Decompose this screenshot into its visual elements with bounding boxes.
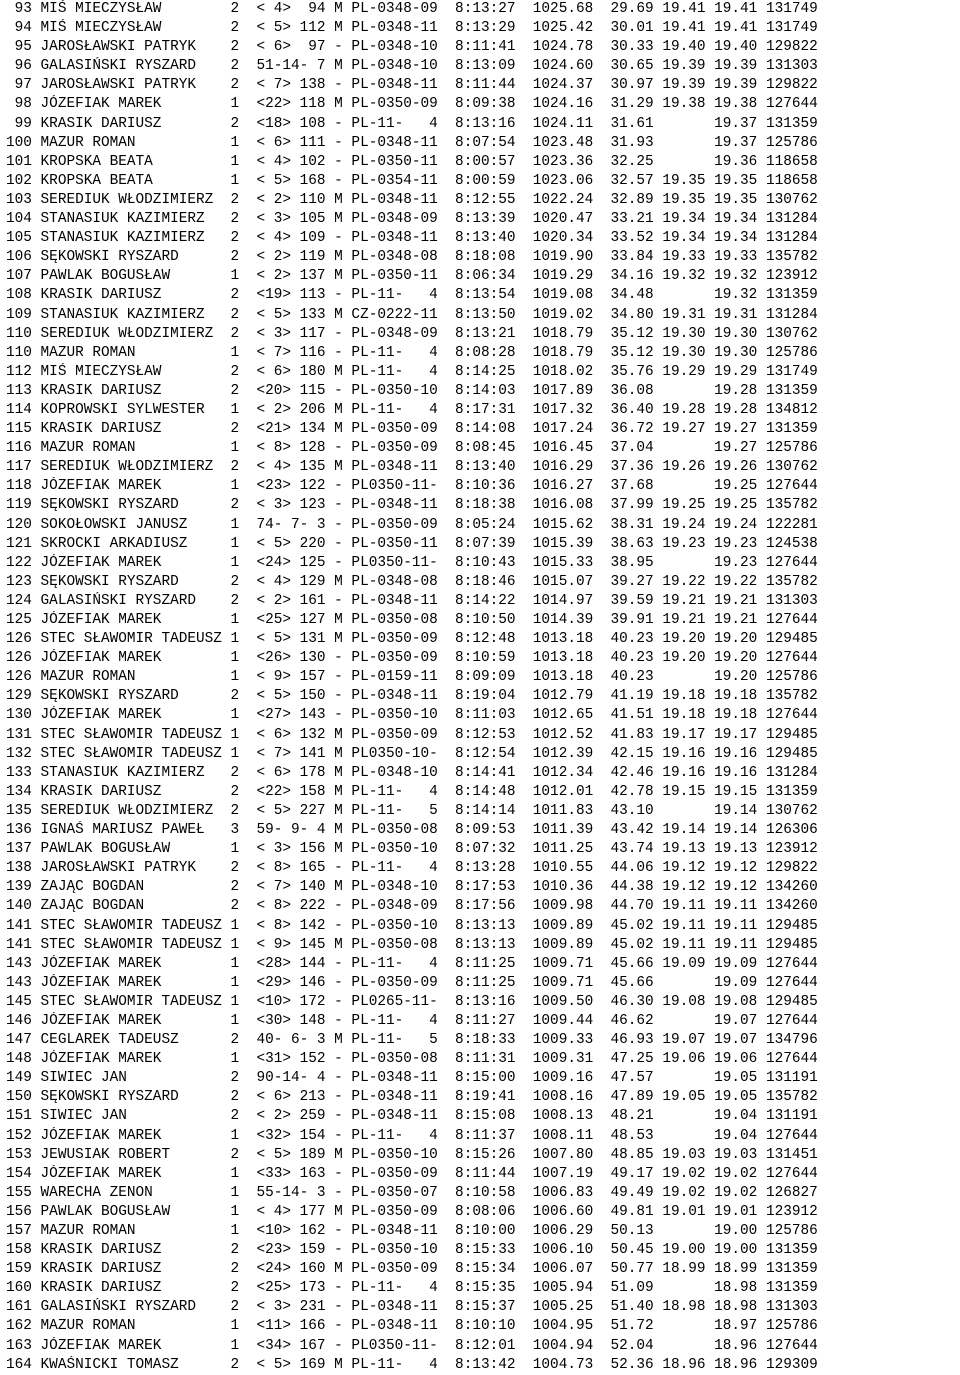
result-row: 120 SOKOŁOWSKI JANUSZ 1 74- 7- 3 - PL-0350-09 8:05:24 1015.62 38.31 19.24 19.24 122281 [6,516,818,533]
result-row: 147 CEGLAREK TADEUSZ 2 40- 6- 3 M PL-11- 5 8:18:33 1009.33 46.93 19.07 19.07 134796 [6,1032,818,1049]
result-row: 138 JAROSŁAWSKI PATRYK 2 < 8> 165 - PL-11- 4 8:13:28 1010.55 44.06 19.12 19.12 129822 [6,860,818,877]
result-row: 129 SĘKOWSKI RYSZARD 2 < 5> 150 - PL-0348-11 8:19:04 1012.79 41.19 19.18 19.18 135782 [6,688,818,705]
result-row: 95 JAROSŁAWSKI PATRYK 2 < 6> 97 - PL-0348-10 8:11:41 1024.78 30.33 19.40 19.40 129822 [6,39,818,56]
result-row: 118 JÓZEFIAK MAREK 1 <23> 122 - PL0350-11- 8:10:36 1016.27 37.68 19.25 127644 [6,478,818,495]
result-row: 101 KROPSKA BEATA 1 < 4> 102 - PL-0350-11 8:00:57 1023.36 32.25 19.36 118658 [6,153,818,170]
result-row: 98 JÓZEFIAK MAREK 1 <22> 118 M PL-0350-09 8:09:38 1024.16 31.29 19.38 19.38 127644 [6,96,818,113]
result-row: 105 STANASIUK KAZIMIERZ 2 < 4> 109 - PL-0348-11 8:13:40 1020.34 33.52 19.34 19.34 131284 [6,230,818,247]
result-row: 131 STEC SŁAWOMIR TADEUSZ 1 < 6> 132 M PL-0350-09 8:12:53 1012.52 41.83 19.17 19.17 129485 [6,726,818,743]
result-row: 115 KRASIK DARIUSZ 2 <21> 134 M PL-0350-09 8:14:08 1017.24 36.72 19.27 19.27 131359 [6,421,818,438]
result-row: 135 SEREDIUK WŁODZIMIERZ 2 < 5> 227 M PL-11- 5 8:14:14 1011.83 43.10 19.14 130762 [6,802,818,819]
result-row: 100 MAZUR ROMAN 1 < 6> 111 - PL-0348-11 8:07:54 1023.48 31.93 19.37 125786 [6,134,818,151]
result-row: 132 STEC SŁAWOMIR TADEUSZ 1 < 7> 141 M PL0350-10- 8:12:54 1012.39 42.15 19.16 19.16 129485 [6,745,818,762]
result-row: 162 MAZUR ROMAN 1 <11> 166 - PL-0348-11 8:10:10 1004.95 51.72 18.97 125786 [6,1318,818,1335]
result-row: 154 JÓZEFIAK MAREK 1 <33> 163 - PL-0350-09 8:11:44 1007.19 49.17 19.02 19.02 127644 [6,1165,818,1182]
result-row: 123 SĘKOWSKI RYSZARD 2 < 4> 129 M PL-0348-08 8:18:46 1015.07 39.27 19.22 19.22 135782 [6,573,818,590]
result-row: 112 MIŚ MIECZYSŁAW 2 < 6> 180 M PL-11- 4 8:14:25 1018.02 35.76 19.29 19.29 131749 [6,363,818,380]
result-row: 153 JEWUSIAK ROBERT 2 < 5> 189 M PL-0350-10 8:15:26 1007.80 48.85 19.03 19.03 131451 [6,1146,818,1163]
result-row: 126 MAZUR ROMAN 1 < 9> 157 - PL-0159-11 8:09:09 1013.18 40.23 19.20 125786 [6,669,818,686]
result-row: 125 JÓZEFIAK MAREK 1 <25> 127 M PL-0350-08 8:10:50 1014.39 39.91 19.21 19.21 127644 [6,612,818,628]
result-row: 151 SIWIEC JAN 2 < 2> 259 - PL-0348-11 8:15:08 1008.13 48.21 19.04 131191 [6,1108,818,1125]
result-row: 104 STANASIUK KAZIMIERZ 2 < 3> 105 M PL-0348-09 8:13:39 1020.47 33.21 19.34 19.34 131284 [6,211,818,228]
result-row: 106 SĘKOWSKI RYSZARD 2 < 2> 119 M PL-0348-08 8:18:08 1019.90 33.84 19.33 19.33 135782 [6,249,818,266]
result-row: 141 STEC SŁAWOMIR TADEUSZ 1 < 9> 145 M PL-0350-08 8:13:13 1009.89 45.02 19.11 19.11 129485 [6,936,818,953]
result-row: 161 GALASIŃSKI RYSZARD 2 < 3> 231 - PL-0348-11 8:15:37 1005.25 51.40 18.98 18.98 131303 [6,1299,818,1316]
result-row: 134 KRASIK DARIUSZ 2 <22> 158 M PL-11- 4 8:14:48 1012.01 42.78 19.15 19.15 131359 [6,783,818,800]
result-row: 126 STEC SŁAWOMIR TADEUSZ 1 < 5> 131 M PL-0350-09 8:12:48 1013.18 40.23 19.20 19.20 129485 [6,631,818,648]
result-row: 160 KRASIK DARIUSZ 2 <25> 173 - PL-11- 4 8:15:35 1005.94 51.09 18.98 131359 [6,1280,818,1297]
result-row: 139 ZAJĄC BOGDAN 2 < 7> 140 M PL-0348-10 8:17:53 1010.36 44.38 19.12 19.12 134260 [6,879,818,896]
result-row: 124 GALASIŃSKI RYSZARD 2 < 2> 161 - PL-0348-11 8:14:22 1014.97 39.59 19.21 19.21 131303 [6,592,818,609]
result-row: 116 MAZUR ROMAN 1 < 8> 128 - PL-0350-09 8:08:45 1016.45 37.04 19.27 125786 [6,440,818,457]
result-row: 99 KRASIK DARIUSZ 2 <18> 108 - PL-11- 4 8:13:16 1024.11 31.61 19.37 131359 [6,115,818,132]
result-row: 136 IGNAŚ MARIUSZ PAWEŁ 3 59- 9- 4 M PL-0350-08 8:09:53 1011.39 43.42 19.14 19.14 126306 [6,822,818,839]
result-row: 140 ZAJĄC BOGDAN 2 < 8> 222 - PL-0348-09 8:17:56 1009.98 44.70 19.11 19.11 134260 [6,898,818,915]
result-row: 155 WARECHA ZENON 1 55-14- 3 - PL-0350-07 8:10:58 1006.83 49.49 19.02 19.02 126827 [6,1184,818,1201]
results-listing [6,0,960,1375]
result-row: 94 MIŚ MIECZYSŁAW 2 < 5> 112 M PL-0348-11 8:13:29 1025.42 30.01 19.41 19.41 131749 [6,20,818,37]
result-row: 137 PAWLAK BOGUSŁAW 1 < 3> 156 M PL-0350-10 8:07:32 1011.25 43.74 19.13 19.13 123912 [6,841,818,858]
result-row: 102 KROPSKA BEATA 1 < 5> 168 - PL-0354-11 8:00:59 1023.06 32.57 19.35 19.35 118658 [6,172,818,189]
result-row: 148 JÓZEFIAK MAREK 1 <31> 152 - PL-0350-08 8:11:31 1009.31 47.25 19.06 19.06 127644 [6,1051,818,1068]
result-row: 143 JÓZEFIAK MAREK 1 <29> 146 - PL-0350-09 8:11:25 1009.71 45.66 19.09 127644 [6,974,818,991]
result-row: 96 GALASIŃSKI RYSZARD 2 51-14- 7 M PL-0348-10 8:13:09 1024.60 30.65 19.39 19.39 131303 [6,58,818,75]
result-row: 119 SĘKOWSKI RYSZARD 2 < 3> 123 - PL-0348-11 8:18:38 1016.08 37.99 19.25 19.25 135782 [6,497,818,514]
result-row: 156 PAWLAK BOGUSŁAW 1 < 4> 177 M PL-0350-09 8:08:06 1006.60 49.81 19.01 19.01 123912 [6,1203,818,1220]
result-row: 109 STANASIUK KAZIMIERZ 2 < 5> 133 M CZ-0222-11 8:13:50 1019.02 34.80 19.31 19.31 131284 [6,306,818,323]
result-row: 141 STEC SŁAWOMIR TADEUSZ 1 < 8> 142 - PL-0350-10 8:13:13 1009.89 45.02 19.11 19.11 129485 [6,917,818,934]
result-row: 126 JÓZEFIAK MAREK 1 <26> 130 - PL-0350-09 8:10:59 1013.18 40.23 19.20 19.20 127644 [6,650,818,667]
result-row: 158 KRASIK DARIUSZ 2 <23> 159 - PL-0350-10 8:15:33 1006.10 50.45 19.00 19.00 131359 [6,1242,818,1259]
result-row: 152 JÓZEFIAK MAREK 1 <32> 154 - PL-11- 4 8:11:37 1008.11 48.53 19.04 127644 [6,1127,818,1144]
result-row: 122 JÓZEFIAK MAREK 1 <24> 125 - PL0350-11- 8:10:43 1015.33 38.95 19.23 127644 [6,554,818,571]
result-row: 164 KWAŚNICKI TOMASZ 2 < 5> 169 M PL-11- 4 8:13:42 1004.73 52.36 18.96 18.96 129309 [6,1356,818,1373]
result-row: 146 JÓZEFIAK MAREK 1 <30> 148 - PL-11- 4 8:11:27 1009.44 46.62 19.07 127644 [6,1012,818,1029]
result-row: 114 KOPROWSKI SYLWESTER 1 < 2> 206 M PL-11- 4 8:17:31 1017.32 36.40 19.28 19.28 134812 [6,401,818,418]
result-row: 113 KRASIK DARIUSZ 2 <20> 115 - PL-0350-10 8:14:03 1017.89 36.08 19.28 131359 [6,382,818,399]
result-row: 145 STEC SŁAWOMIR TADEUSZ 1 <10> 172 - PL0265-11- 8:13:16 1009.50 46.30 19.08 19.08 129485 [6,993,818,1010]
result-row: 121 SKROCKI ARKADIUSZ 1 < 5> 220 - PL-0350-11 8:07:39 1015.39 38.63 19.23 19.23 124538 [6,535,818,552]
result-row: 143 JÓZEFIAK MAREK 1 <28> 144 - PL-11- 4 8:11:25 1009.71 45.66 19.09 19.09 127644 [6,955,818,972]
result-row: 157 MAZUR ROMAN 1 <10> 162 - PL-0348-11 8:10:00 1006.29 50.13 19.00 125786 [6,1223,818,1239]
result-row: 110 MAZUR ROMAN 1 < 7> 116 - PL-11- 4 8:08:28 1018.79 35.12 19.30 19.30 125786 [6,344,818,361]
result-row: 103 SEREDIUK WŁODZIMIERZ 2 < 2> 110 M PL-0348-11 8:12:55 1022.24 32.89 19.35 19.35 130762 [6,191,818,208]
result-row: 108 KRASIK DARIUSZ 2 <19> 113 - PL-11- 4 8:13:54 1019.08 34.48 19.32 131359 [6,287,818,304]
result-row: 163 JÓZEFIAK MAREK 1 <34> 167 - PL0350-11- 8:12:01 1004.94 52.04 18.96 127644 [6,1337,818,1354]
result-row: 149 SIWIEC JAN 2 90-14- 4 - PL-0348-11 8:15:00 1009.16 47.57 19.05 131191 [6,1070,818,1087]
result-row: 110 SEREDIUK WŁODZIMIERZ 2 < 3> 117 - PL-0348-09 8:13:21 1018.79 35.12 19.30 19.30 130762 [6,325,818,342]
result-row: 133 STANASIUK KAZIMIERZ 2 < 6> 178 M PL-0348-10 8:14:41 1012.34 42.46 19.16 19.16 131284 [6,764,818,781]
result-row: 150 SĘKOWSKI RYSZARD 2 < 6> 213 - PL-0348-11 8:19:41 1008.16 47.89 19.05 19.05 135782 [6,1089,818,1106]
result-row: 107 PAWLAK BOGUSŁAW 1 < 2> 137 M PL-0350-11 8:06:34 1019.29 34.16 19.32 19.32 123912 [6,268,818,285]
result-row: 93 MIŚ MIECZYSŁAW 2 < 4> 94 M PL-0348-09 8:13:27 1025.68 29.69 19.41 19.41 131749 [6,1,818,17]
result-row: 117 SEREDIUK WŁODZIMIERZ 2 < 4> 135 M PL-0348-11 8:13:40 1016.29 37.36 19.26 19.26 130762 [6,459,818,476]
result-row: 159 KRASIK DARIUSZ 2 <24> 160 M PL-0350-09 8:15:34 1006.07 50.77 18.99 18.99 131359 [6,1261,818,1278]
result-row: 97 JAROSŁAWSKI PATRYK 2 < 7> 138 - PL-0348-11 8:11:44 1024.37 30.97 19.39 19.39 129822 [6,77,818,94]
result-row: 130 JÓZEFIAK MAREK 1 <27> 143 - PL-0350-10 8:11:03 1012.65 41.51 19.18 19.18 127644 [6,707,818,724]
